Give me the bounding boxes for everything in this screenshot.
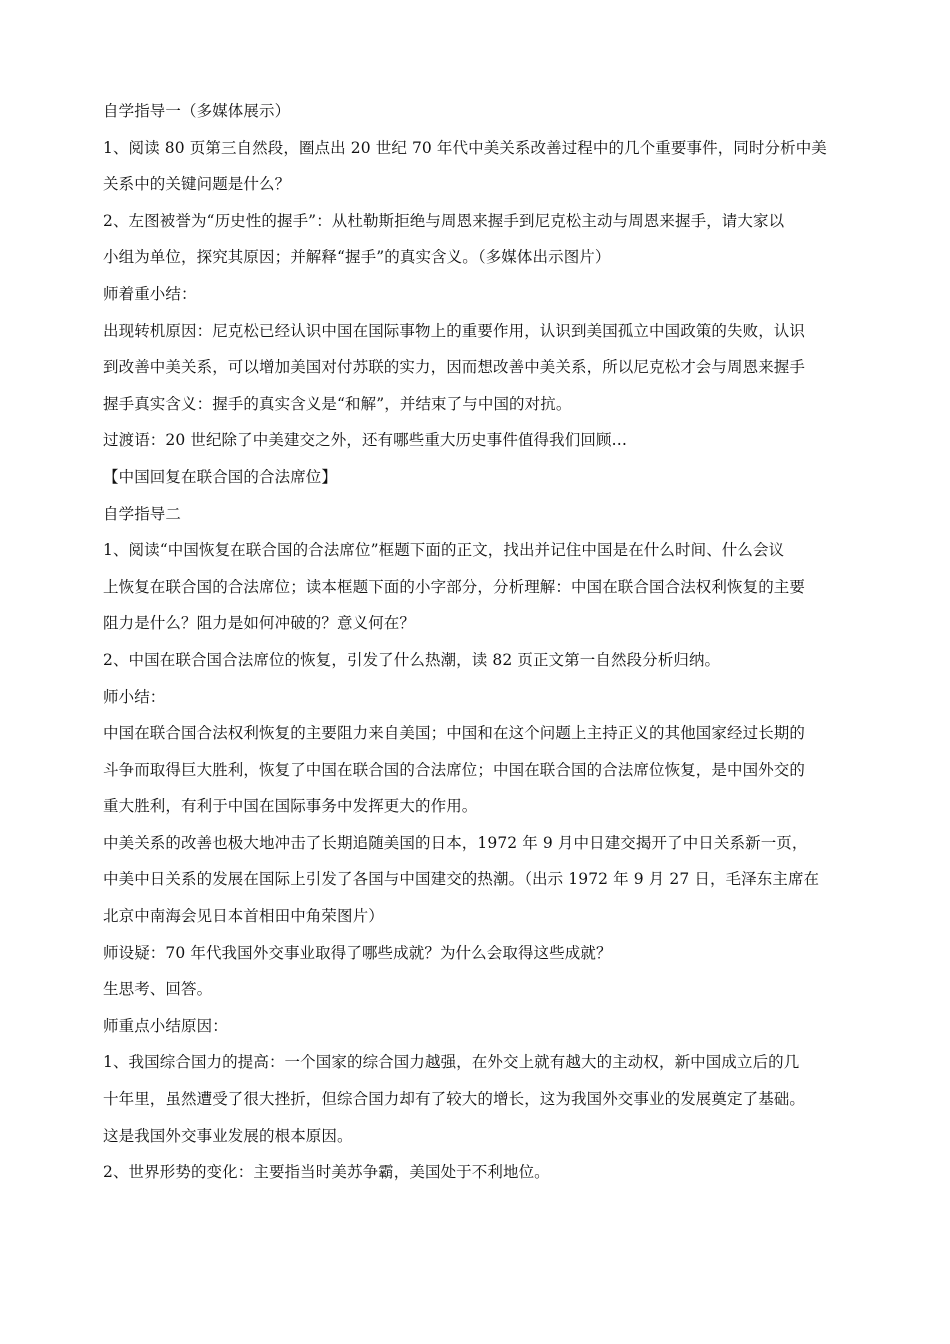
reason-2-line: 2、世界形势的变化：主要指当时美苏争霸，美国处于不利地位。	[103, 1163, 550, 1182]
un-summary-line-3: 重大胜利，有利于中国在国际事务中发挥更大的作用。	[103, 797, 478, 816]
sino-japan-line-1: 中美关系的改善也极大地冲击了长期追随美国的日本，1972 年 9 月中日建交揭开了中日关系新一页，	[103, 833, 808, 852]
guide-two-q2-line: 2、中国在联合国合法席位的恢复，引发了什么热潮，读 82 页正文第一自然段分析归纳。	[103, 650, 721, 669]
summary-reason-line-2: 到改善中美关系，可以增加美国对付苏联的实力，因而想改善中美关系，所以尼克松才会与周恩来握手	[103, 358, 806, 377]
reason-1-line-2: 十年里，虽然遭受了很大挫折，但综合国力却有了较大的增长，这为我国外交事业的发展奠定了基础。	[103, 1090, 806, 1109]
un-summary-line-2: 斗争而取得巨大胜利，恢复了中国在联合国的合法席位；中国在联合国的合法席位恢复，是中国外交的	[103, 760, 806, 779]
question-1-line-1: 1、阅读 80 页第三自然段，圈点出 20 世纪 70 年代中美关系改善过程中的几个重要事件，同时分析中美	[103, 138, 827, 157]
heading-guide-two: 自学指导二	[103, 504, 182, 523]
sino-japan-line-3: 北京中南海会见日本首相田中角荣图片）	[103, 907, 384, 926]
question-2-line-1: 2、左图被誉为“历史性的握手”：从杜勒斯拒绝与周恩来握手到尼克松主动与周恩来握手，请大家以	[103, 211, 785, 230]
guide-two-q1-line-3: 阻力是什么？阻力是如何冲破的？意义何在？	[103, 614, 416, 633]
guide-two-q1-line-1: 1、阅读“中国恢复在联合国的合法席位”框题下面的正文，找出并记住中国是在什么时间、什么会议	[103, 541, 785, 560]
teacher-brief-summary-heading: 师小结：	[103, 687, 166, 706]
teacher-question-line: 师设疑：70 年代我国外交事业取得了哪些成就？为什么会取得这些成就？	[103, 943, 612, 962]
transition-line: 过渡语：20 世纪除了中美建交之外，还有哪些重大历史事件值得我们回顾…	[103, 431, 628, 450]
question-2-line-2: 小组为单位，探究其原因；并解释“握手”的真实含义。（多媒体出示图片）	[103, 248, 611, 267]
heading-guide-one: 自学指导一（多媒体展示）	[103, 102, 291, 120]
document-page	[103, 93, 855, 1191]
teacher-summary-heading: 师着重小结：	[103, 284, 197, 303]
summary-meaning-line: 握手真实含义：握手的真实含义是“和解”，并结束了与中国的对抗。	[103, 394, 572, 413]
key-summary-heading: 师重点小结原因：	[103, 1016, 228, 1035]
section-title-un-seat: 【中国回复在联合国的合法席位】	[103, 467, 338, 486]
summary-reason-line-1: 出现转机原因：尼克松已经认识中国在国际事物上的重要作用，认识到美国孤立中国政策的失败，认识	[103, 321, 806, 340]
reason-1-line-1: 1、我国综合国力的提高：一个国家的综合国力越强，在外交上就有越大的主动权，新中国成立后的几	[103, 1053, 800, 1072]
question-1-line-2: 关系中的关键问题是什么？	[103, 175, 291, 194]
un-summary-line-1: 中国在联合国合法权利恢复的主要阻力来自美国；中国和在这个问题上主持正义的其他国家经过长期的	[103, 724, 806, 743]
sino-japan-line-2: 中美中日关系的发展在国际上引发了各国与中国建交的热潮。（出示 1972 年 9 月 27 日，毛泽东主席在	[103, 870, 820, 889]
student-response-line: 生思考、回答。	[103, 980, 213, 999]
reason-1-line-3: 这是我国外交事业发展的根本原因。	[103, 1126, 353, 1145]
guide-two-q1-line-2: 上恢复在联合国的合法席位；读本框题下面的小字部分，分析理解：中国在联合国合法权利恢复的主要	[103, 577, 806, 596]
